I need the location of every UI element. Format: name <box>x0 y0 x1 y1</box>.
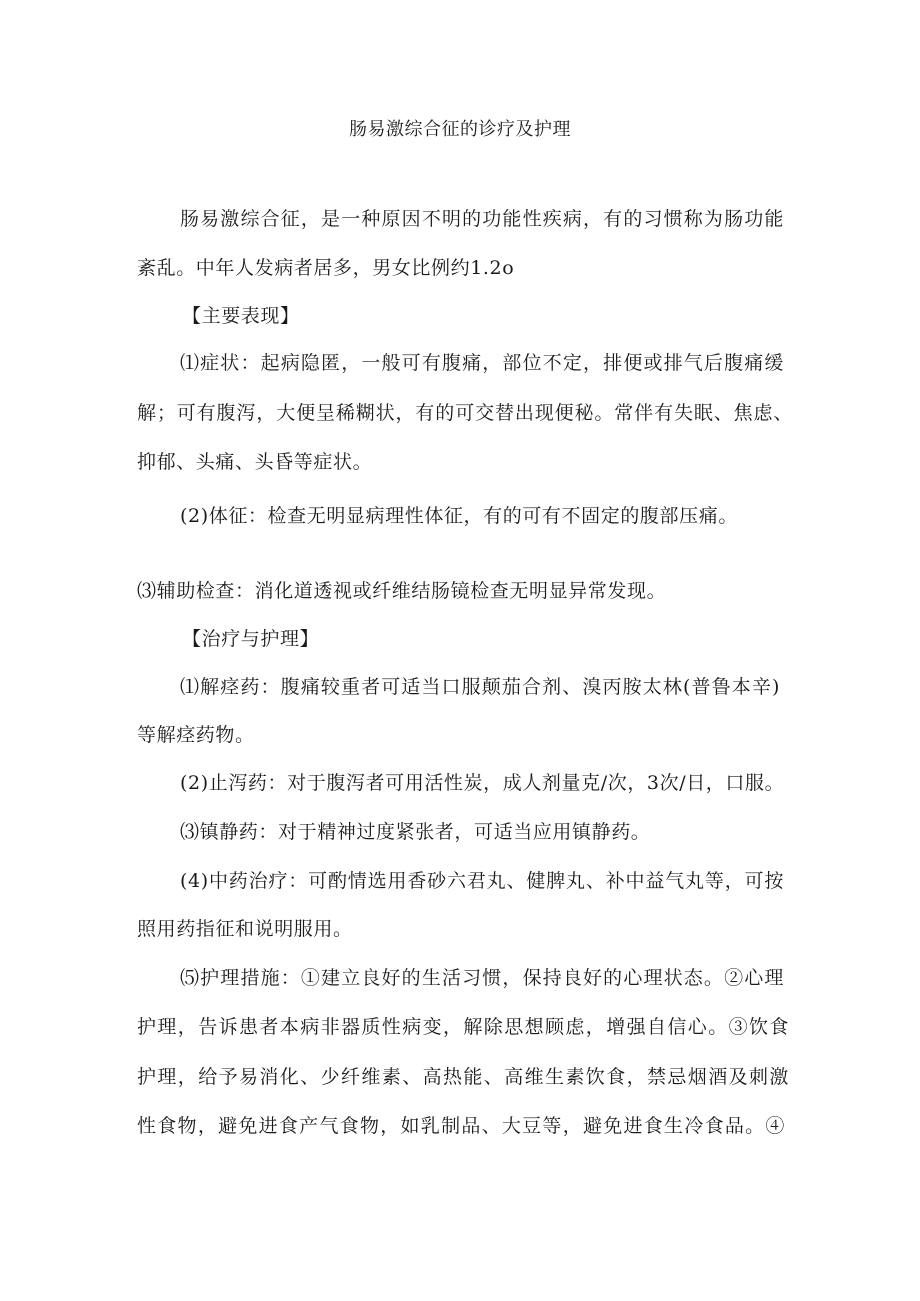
treatment-item-1-line-2: 等解痉药物。 <box>137 724 255 746</box>
main-item-1-line-1: ⑴症状：起病隐匿，一般可有腹痛，部位不定，排便或排气后腹痛缓 <box>180 352 784 374</box>
document-title: 肠易激综合征的诊疗及护理 <box>349 119 571 140</box>
section-heading-main: 【主要表现】 <box>182 305 300 327</box>
treatment-item-1-line-1: ⑴解痉药：腹痛较重者可适当口服颠茄合剂、溴丙胺太林(普鲁本辛) <box>180 676 780 698</box>
main-item-1-line-2: 解；可有腹泻，大便呈稀糊状，有的可交替出现便秘。常伴有失眠、焦虑、 <box>137 402 793 424</box>
treatment-item-3: ⑶镇静药：对于精神过度紧张者，可适当应用镇静药。 <box>180 821 651 843</box>
treatment-item-5-line-3: 护理，给予易消化、少纤维素、高热能、高维生素饮食，禁忌烟酒及刺激 <box>137 1066 789 1088</box>
main-item-1-line-3: 抑郁、头痛、头昏等症状。 <box>137 451 373 473</box>
treatment-item-5-line-4: 性食物，避免进食产气食物，如乳制品、大豆等，避免进食生冷食品。④ <box>137 1115 785 1137</box>
treatment-item-5-line-2: 护理，告诉患者本病非器质性病变，解除思想顾虑，增强自信心。③饮食 <box>137 1016 789 1038</box>
main-item-3: ⑶辅助检查：消化道透视或纤维结肠镜检查无明显异常发现。 <box>137 580 667 602</box>
main-item-2: (2)体征：检查无明显病理性体征，有的可有不固定的腹部压痛。 <box>180 505 738 527</box>
section-heading-treatment: 【治疗与护理】 <box>182 628 320 650</box>
treatment-item-4-line-2: 照用药指征和说明服用。 <box>137 918 353 940</box>
treatment-item-4-line-1: (4)中药治疗：可酌情选用香砂六君丸、健脾丸、补中益气丸等，可按 <box>180 870 784 892</box>
treatment-item-5-line-1: ⑸护理措施：①建立良好的生活习惯，保持良好的心理状态。②心理 <box>180 967 784 989</box>
intro-line-1: 肠易激综合征，是一种原因不明的功能性疾病，有的习惯称为肠功能 <box>180 208 784 230</box>
intro-line-2: 紊乱。中年人发病者居多，男女比例约1.2o <box>137 257 515 279</box>
treatment-item-2: (2)止泻药：对于腹泻者可用活性炭，成人剂量克/次，3次/日，口服。 <box>180 772 785 794</box>
